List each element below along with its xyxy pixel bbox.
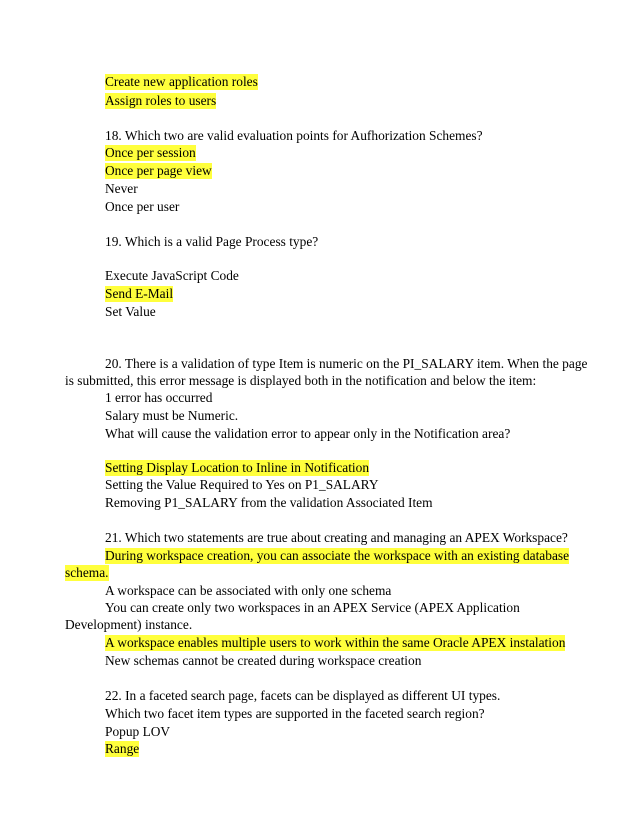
answer-option: New schemas cannot be created during workspace creation [105,653,422,668]
highlighted-answer: During workspace creation, you can associate the workspace with an existing database [105,548,570,563]
answer-option: Never [105,181,138,196]
question-text: 1 error has occurred [105,390,213,405]
answer-option: Removing P1_SALARY from the validation Associated Item [105,495,433,510]
highlighted-answer: Once per page view [105,163,212,178]
question-20: 20. There is a validation of type Item is numeric on the PI_SALARY item. When the page [105,356,588,371]
question-18: 18. Which two are valid evaluation points for Aufhorization Schemes? [105,128,483,143]
question-19: 19. Which is a valid Page Process type? [105,234,319,249]
highlighted-answer-cont: schema. [65,565,109,580]
highlighted-answer: Assign roles to users [105,93,217,108]
answer-option: Setting the Value Required to Yes on P1_SALARY [105,477,379,492]
question-21: 21. Which two statements are true about creating and managing an APEX Workspace? [105,530,568,545]
highlighted-answer: Range [105,741,140,756]
answer-option: Popup LOV [105,724,171,739]
answer-option: Set Value [105,304,156,319]
answer-option: Once per user [105,199,180,214]
question-text: Which two facet item types are supported in the faceted search region? [105,706,485,721]
answer-option: Execute JavaScript Code [105,268,239,283]
answer-option-cont: Development) instance. [65,617,193,632]
highlighted-answer: Once per session [105,145,196,160]
question-22: 22. In a faceted search page, facets can be displayed as different UI types. [105,688,501,703]
highlighted-answer: Create new application roles [105,74,258,89]
highlighted-answer: Send E-Mail [105,286,174,301]
question-20-cont: is submitted, this error message is displayed both in the notification and below the item: [65,373,537,388]
highlighted-answer: Setting Display Location to Inline in Notification [105,460,370,475]
answer-option: You can create only two workspaces in an APEX Service (APEX Application [105,600,520,615]
highlighted-answer: A workspace enables multiple users to work within the same Oracle APEX instalation [105,635,566,650]
question-text: What will cause the validation error to appear only in the Notification area? [105,426,511,441]
answer-option: A workspace can be associated with only one schema [105,583,392,598]
question-text: Salary must be Numeric. [105,408,239,423]
